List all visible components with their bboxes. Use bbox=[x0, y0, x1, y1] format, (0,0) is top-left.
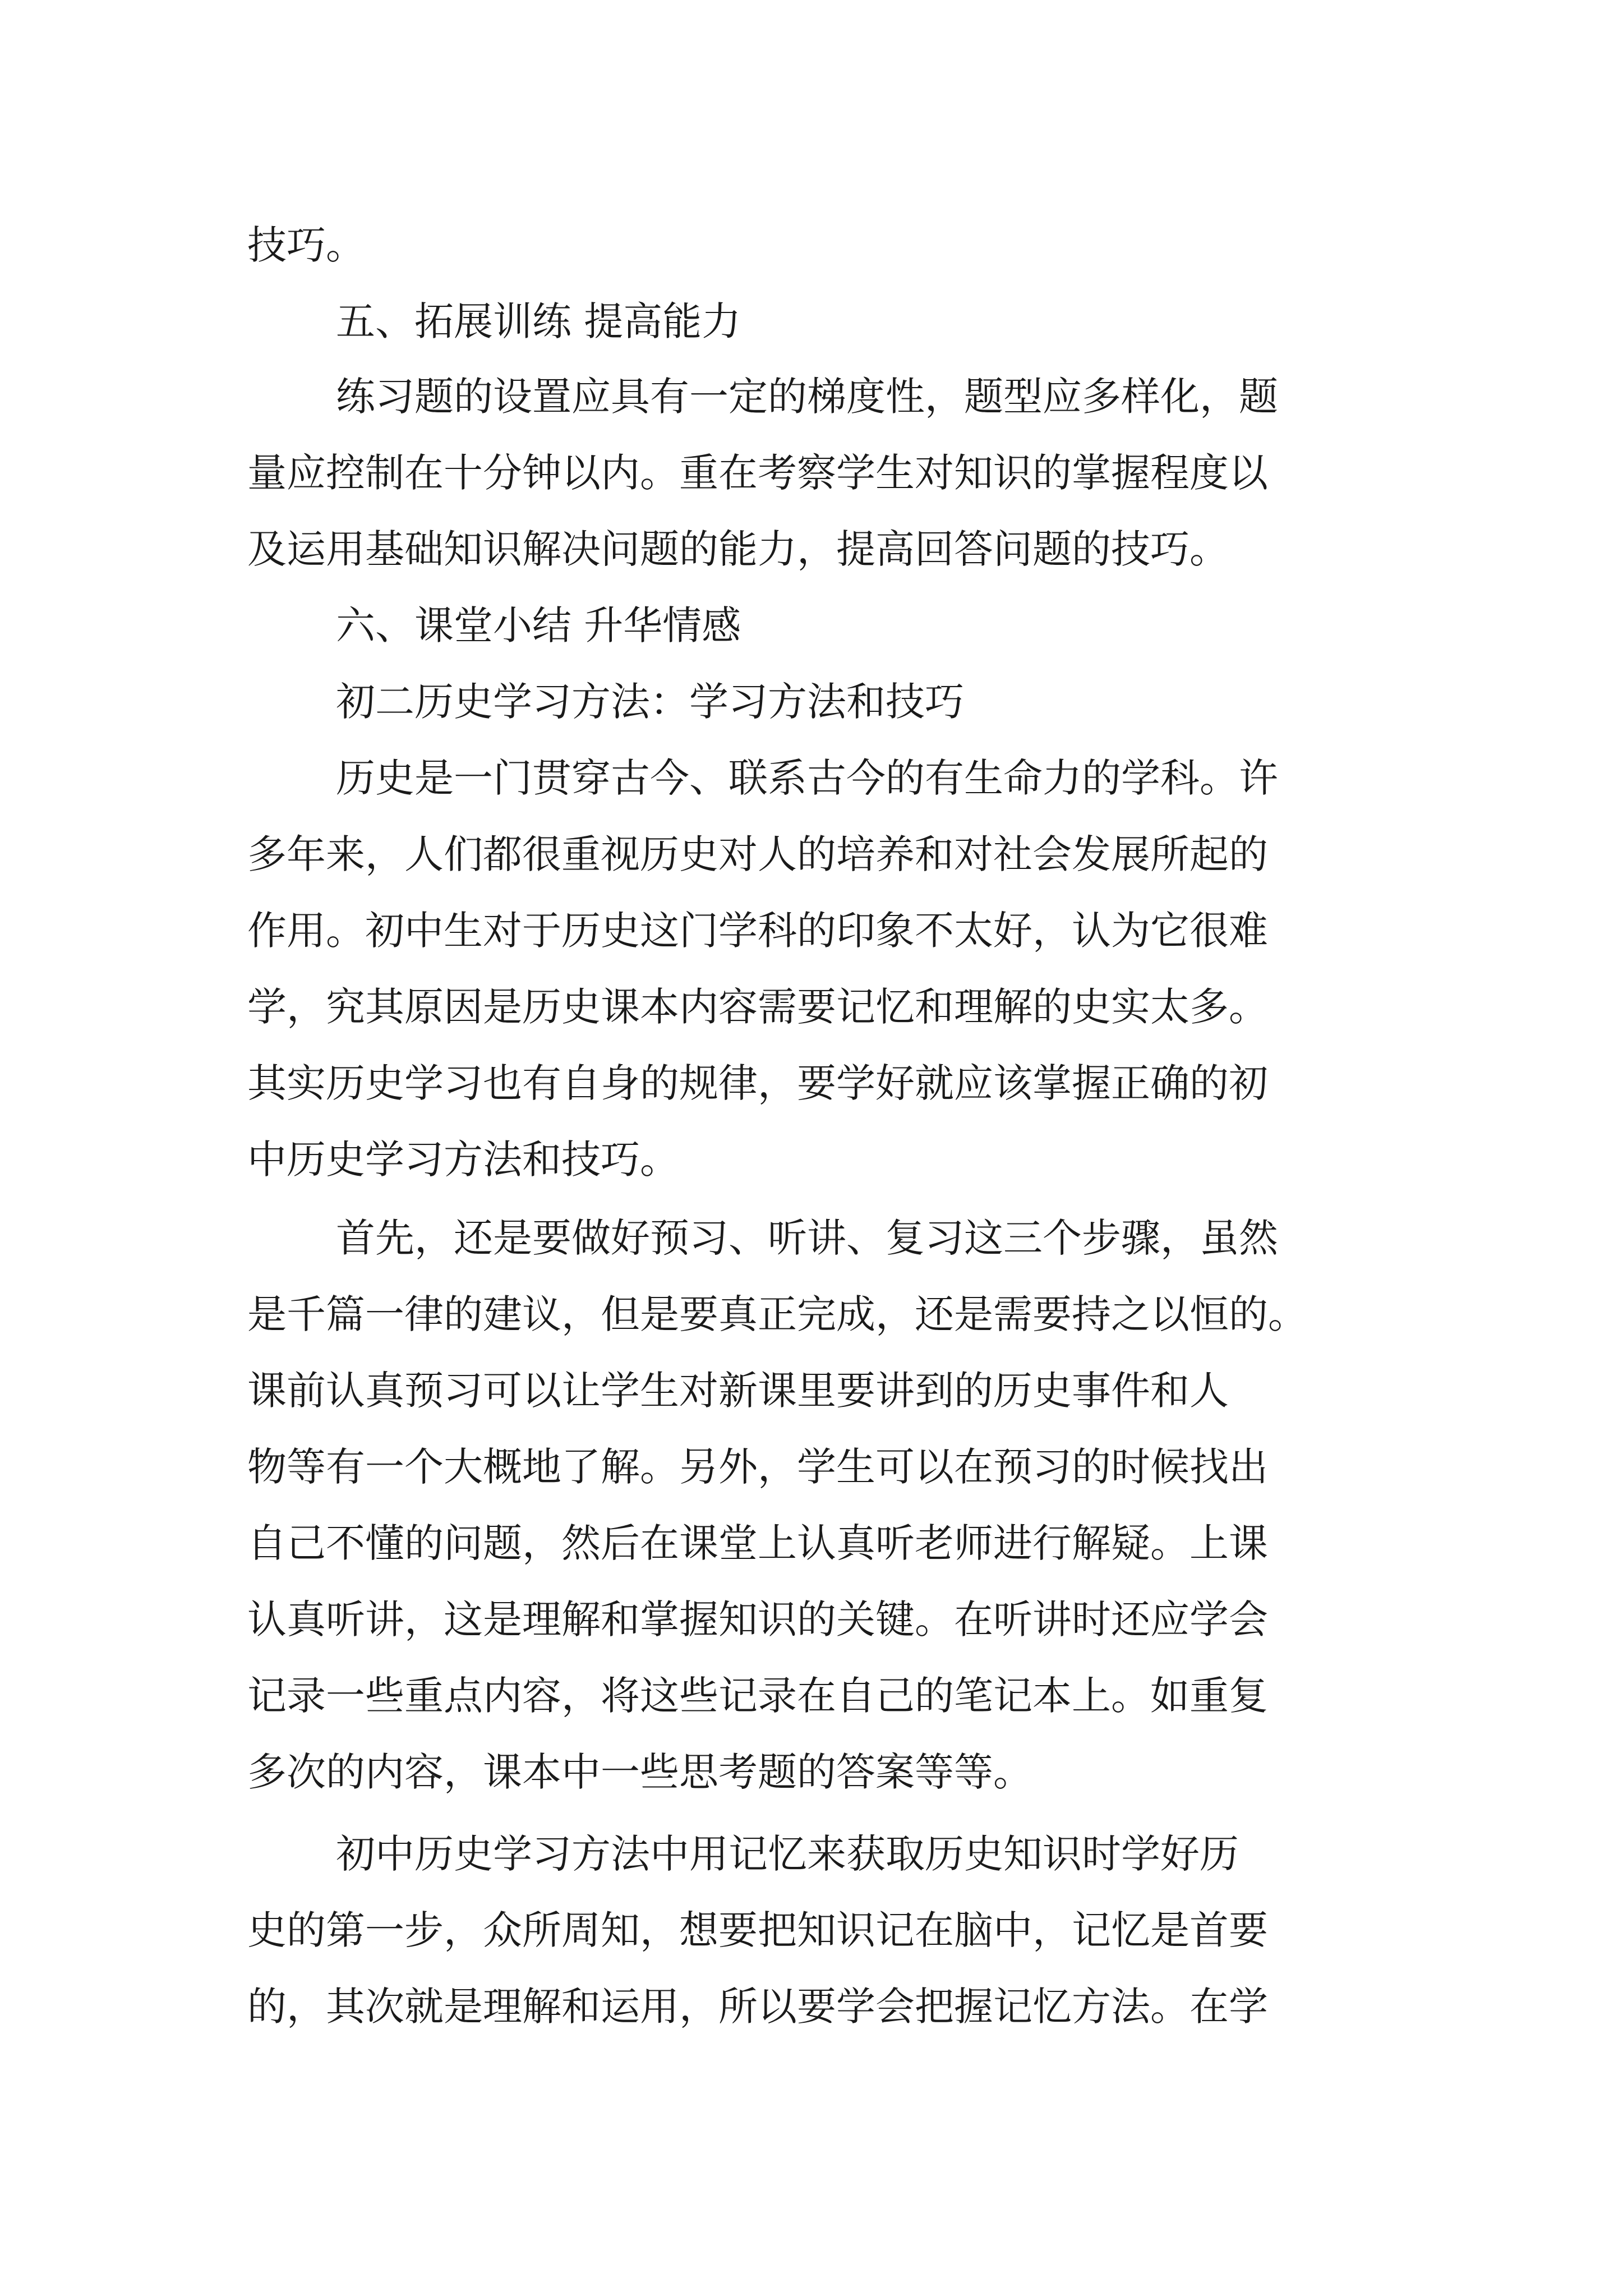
line-text: 五、拓展训练 提高能力 bbox=[336, 298, 741, 344]
line-text: 初中历史学习方法中用记忆来获取历史知识时学好历 bbox=[336, 1831, 1239, 1877]
text-line bbox=[0, 1047, 1623, 1120]
text-line bbox=[0, 970, 1623, 1043]
text-line bbox=[0, 1507, 1623, 1580]
line-text: 首先，还是要做好预习、听讲、复习这三个步骤，虽然 bbox=[336, 1215, 1278, 1261]
line-text: 认真听讲，这是理解和掌握知识的关键。在听讲时还应学会 bbox=[247, 1596, 1268, 1642]
text-line bbox=[0, 818, 1623, 891]
line-text: 史的第一步，众所周知，想要把知识记在脑中，记忆是首要 bbox=[247, 1907, 1268, 1953]
line-text: 学，究其原因是历史课本内容需要记忆和理解的史实太多。 bbox=[247, 984, 1268, 1030]
section-heading bbox=[0, 285, 1623, 358]
text-line bbox=[0, 1354, 1623, 1427]
text-line bbox=[0, 1583, 1623, 1656]
line-text: 及运用基础知识解决问题的能力，提高回答问题的技巧。 bbox=[247, 526, 1229, 572]
line-text: 多次的内容，课本中一些思考题的答案等等。 bbox=[247, 1749, 1032, 1795]
text-line bbox=[0, 1894, 1623, 1967]
line-text: 课前认真预习可以让学生对新课里要讲到的历史事件和人 bbox=[247, 1368, 1229, 1414]
text-line bbox=[0, 1818, 1623, 1890]
text-line bbox=[0, 360, 1623, 433]
text-line bbox=[0, 1736, 1623, 1809]
section-heading bbox=[0, 589, 1623, 662]
text-line bbox=[0, 513, 1623, 586]
text-line bbox=[0, 1202, 1623, 1274]
text-line bbox=[0, 209, 1623, 282]
line-text: 技巧。 bbox=[247, 222, 365, 268]
section-heading bbox=[0, 665, 1623, 738]
text-line bbox=[0, 894, 1623, 967]
text-line bbox=[0, 1970, 1623, 2043]
line-text: 作用。初中生对于历史这门学科的印象不太好，认为它很难 bbox=[247, 908, 1268, 954]
line-text: 多年来，人们都很重视历史对人的培养和对社会发展所起的 bbox=[247, 831, 1268, 877]
text-line bbox=[0, 1659, 1623, 1732]
line-text: 量应控制在十分钟以内。重在考察学生对知识的掌握程度以 bbox=[247, 450, 1268, 496]
line-text: 六、课堂小结 升华情感 bbox=[336, 602, 741, 648]
line-text: 练习题的设置应具有一定的梯度性，题型应多样化，题 bbox=[336, 374, 1278, 420]
line-text: 物等有一个大概地了解。另外，学生可以在预习的时候找出 bbox=[247, 1444, 1268, 1490]
line-text: 其实历史学习也有自身的规律，要学好就应该掌握正确的初 bbox=[247, 1060, 1268, 1106]
line-text: 历史是一门贯穿古今、联系古今的有生命力的学科。许 bbox=[336, 755, 1278, 801]
text-line bbox=[0, 742, 1623, 815]
line-text: 记录一些重点内容，将这些记录在自己的笔记本上。如重复 bbox=[247, 1673, 1268, 1719]
text-line bbox=[0, 1430, 1623, 1503]
line-text: 是千篇一律的建议，但是要真正完成，还是需要持之以恒的。 bbox=[247, 1291, 1307, 1337]
text-line bbox=[0, 1278, 1623, 1351]
line-text: 初二历史学习方法：学习方法和技巧 bbox=[336, 679, 964, 725]
line-text: 自己不懂的问题，然后在课堂上认真听老师进行解疑。上课 bbox=[247, 1520, 1268, 1566]
text-line bbox=[0, 1123, 1623, 1196]
line-text: 的，其次就是理解和运用，所以要学会把握记忆方法。在学 bbox=[247, 1984, 1268, 2030]
line-text: 中历史学习方法和技巧。 bbox=[247, 1137, 679, 1182]
text-line bbox=[0, 436, 1623, 509]
